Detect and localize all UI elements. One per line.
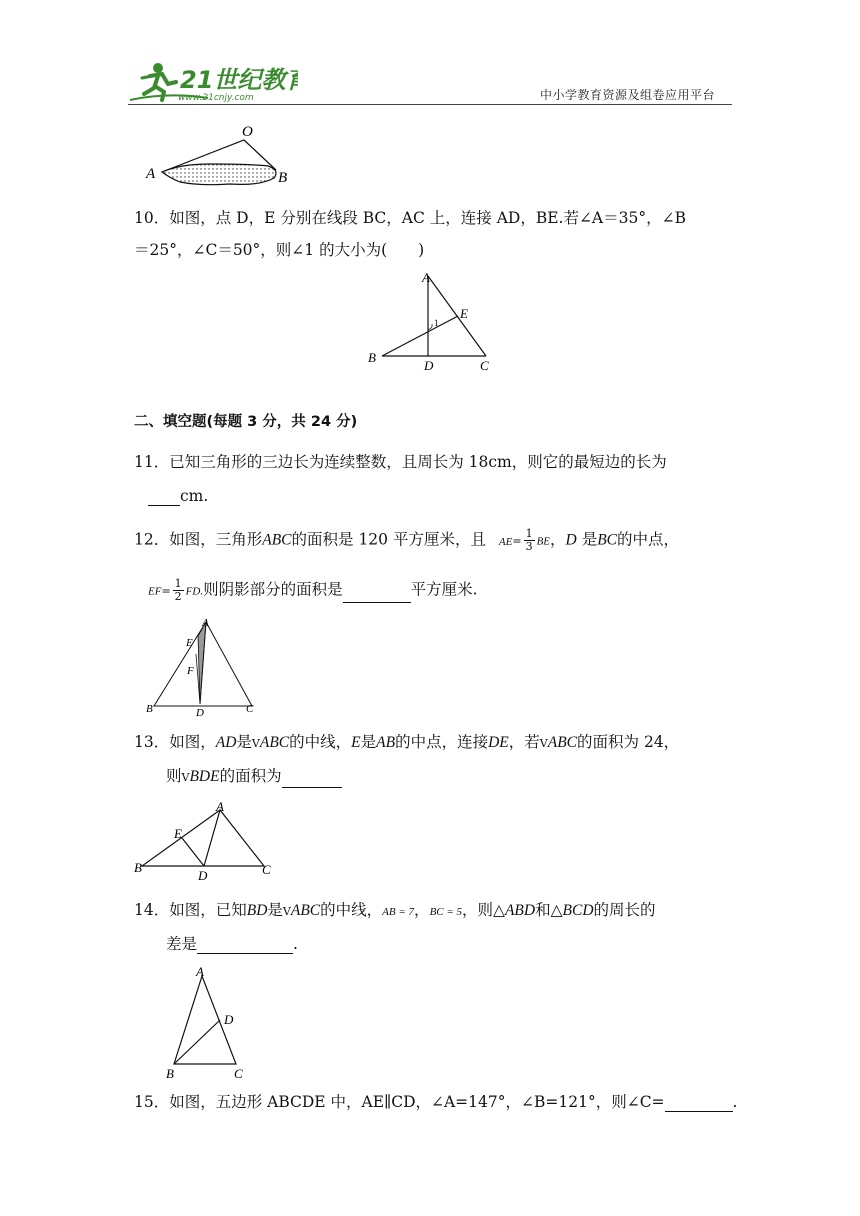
figure-q13 [128, 800, 278, 886]
q12-line2: EF= $\frac{1}{2}$ FD.则阴影部分的面积是 平方厘米. [148, 577, 478, 603]
q10-line1: 10．如图，点 D，E 分别在线段 BC，AC 上，连接 AD，BE.若∠A＝35°，∠B [134, 209, 686, 227]
label-c: C [262, 862, 271, 877]
q11-line1: 11．已知三角形的三边长为连续整数，且周长为 18cm，则它的最短边的长为 [134, 453, 667, 471]
figure-q10 [362, 268, 502, 374]
label-a: A [422, 270, 430, 285]
label-c: C [234, 1066, 243, 1081]
q12-line1: 12．如图，三角形ABC的面积是 120 平方厘米，且 AE= $\frac{1}{3}$ BE，D 是BC的中点， [134, 527, 680, 553]
label-e: E [174, 826, 182, 841]
label-f: F [187, 665, 194, 677]
logo-url: www.21cnjy.com [178, 93, 254, 103]
q12-answer-blank[interactable] [343, 586, 411, 603]
q15-answer-blank[interactable] [665, 1095, 733, 1112]
q10-line2: ＝25°，∠C＝50°，则∠1 的大小为( ) [134, 241, 425, 259]
label-a: A [146, 166, 156, 182]
figure-q14 [158, 960, 258, 1082]
figure-oab [140, 120, 300, 190]
header-divider [128, 104, 732, 105]
label-b: B [368, 350, 376, 365]
label-c: C [246, 703, 254, 715]
site-logo [128, 58, 298, 106]
q14-line2: 差是 . [166, 935, 298, 953]
section-title: 二、填空题(每题 3 分，共 24 分) [134, 414, 358, 430]
label-o: O [242, 124, 253, 140]
label-e: E [460, 306, 468, 321]
q13-line1: 13．如图，AD是VABC的中线，E是AB的中点，连接DE，若VABC的面积为 24， [134, 733, 680, 751]
q13-line2: 则VBDE的面积为 [166, 766, 342, 788]
q13-answer-blank[interactable] [282, 771, 342, 788]
label-d: D [198, 868, 208, 883]
q11-line2: cm. [148, 486, 208, 506]
label-a: A [216, 800, 224, 814]
label-a: A [196, 964, 204, 979]
label-b: B [146, 703, 153, 715]
label-a: A [202, 617, 209, 629]
fraction-one-half: $\frac{1}{2}$ [174, 577, 182, 603]
label-e: E [186, 637, 193, 649]
label-d: D [196, 707, 204, 718]
header-platform-text: 中小学教育资源及组卷应用平台 [540, 88, 716, 102]
label-d: D [424, 358, 434, 373]
fraction-one-third: $\frac{1}{3}$ [525, 527, 533, 553]
label-b: B [134, 860, 142, 875]
label-b: B [278, 170, 288, 186]
figure-q12 [140, 614, 266, 718]
q15-line: 15．如图，五边形 ABCDE 中，AE∥CD，∠A=147°，∠B=121°，则∠C= . [134, 1093, 738, 1111]
q11-answer-blank[interactable] [148, 489, 180, 506]
logo-text: 21世纪教育 [180, 66, 298, 94]
q14-answer-blank[interactable] [197, 937, 293, 954]
label-c: C [480, 358, 489, 373]
label-b: B [166, 1066, 174, 1081]
label-d: D [224, 1012, 234, 1027]
label-angle-1: 1 [434, 318, 439, 328]
q14-line1: 14．如图，已知BD是VABC的中线，AB = 7，BC = 5，则△ABD和△BCD的周长的 [134, 901, 656, 919]
